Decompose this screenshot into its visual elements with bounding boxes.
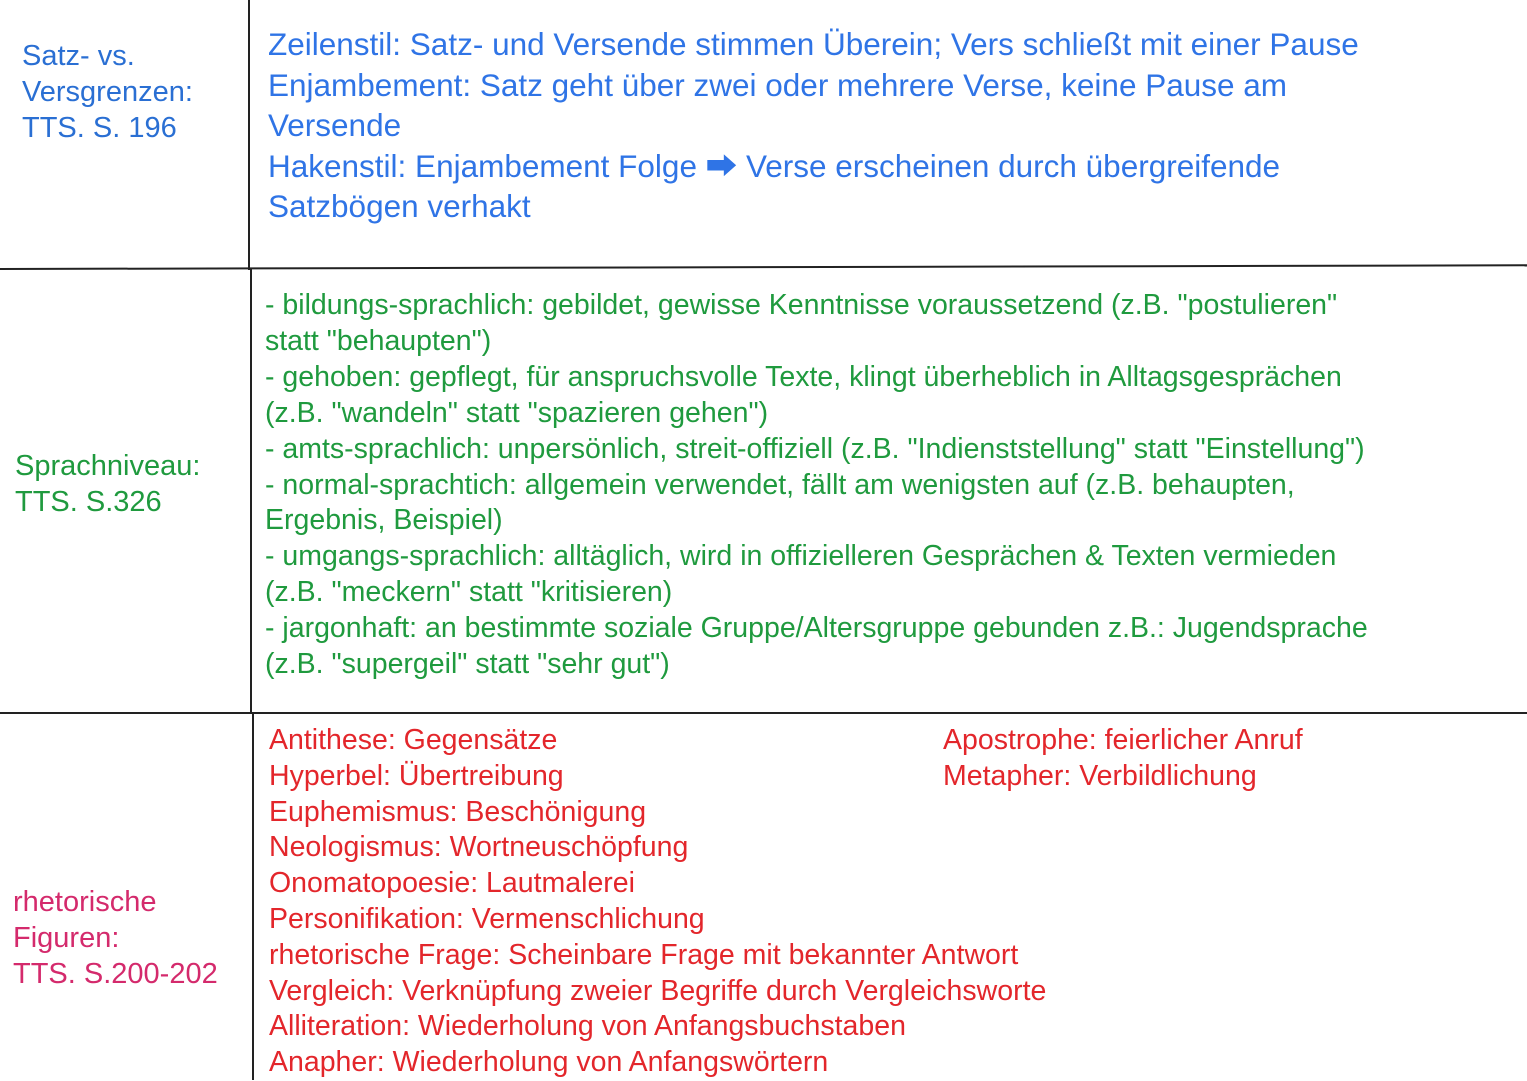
row-content-rhetorische-figuren-right xyxy=(943,723,1303,795)
content-line: Neologismus: Wortneuschöpfung xyxy=(269,831,689,864)
content-line: Alliteration: Wiederholung von Anfangsbuchstaben xyxy=(269,1010,906,1043)
content-line: Euphemismus: Beschönigung xyxy=(269,795,647,828)
row-label-rhetorische-figuren: rhetorische Figuren: TTS. S.200-202 xyxy=(13,886,218,990)
content-line: - amts-sprachlich: unpersönlich, streit-offiziell (z.B. "Indienststellung" statt "Einstellung") xyxy=(265,432,1365,465)
content-line: Personifikation: Vermenschlichung xyxy=(269,902,705,935)
content-line: Metapher: Verbildlichung xyxy=(943,759,1257,792)
content-line: Hakenstil: Enjambement Folge ⮕ Verse erscheinen durch übergreifende xyxy=(268,147,1281,184)
content-line: - umgangs-sprachlich: alltäglich, wird in offizielleren Gesprächen & Texten vermieden xyxy=(265,540,1337,573)
content-line: Versende xyxy=(268,107,402,143)
row-label-versgrenzen: Satz- vs. Versgrenzen: TTS. S. 196 xyxy=(22,40,193,144)
content-line: - normal-sprachtich: allgemein verwendet, fällt am wenigsten auf (z.B. behaupten, xyxy=(265,468,1295,501)
column-divider-row-1 xyxy=(248,0,250,270)
content-line: (z.B. "meckern" statt "kritisieren) xyxy=(265,576,673,609)
content-line: Antithese: Gegensätze xyxy=(269,724,558,756)
content-line: rhetorische Frage: Scheinbare Frage mit bekannter Antwort xyxy=(269,938,1019,971)
content-line: (z.B. "wandeln" statt "spazieren gehen") xyxy=(265,396,769,429)
content-line: - jargonhaft: an bestimmte soziale Gruppe/Altersgruppe gebunden z.B.: Jugendsprache xyxy=(265,612,1368,645)
row-divider-1 xyxy=(0,264,1527,270)
column-divider-row-3 xyxy=(252,712,254,1080)
content-line: Vergleich: Verknüpfung zweier Begriffe durch Vergleichsworte xyxy=(269,974,1047,1007)
content-line: Satzbögen verhakt xyxy=(268,188,531,224)
content-line: statt "behaupten") xyxy=(265,324,492,357)
content-line: Ergebnis, Beispiel) xyxy=(265,504,503,537)
content-line: Hyperbel: Übertreibung xyxy=(269,759,564,792)
row-content-sprachniveau xyxy=(265,288,1368,683)
column-divider-row-2 xyxy=(250,268,252,714)
content-line: Apostrophe: feierlicher Anruf xyxy=(943,724,1303,756)
content-line: Anapher: Wiederholung von Anfangswörtern xyxy=(269,1046,829,1079)
content-line: - bildungs-sprachlich: gebildet, gewisse Kenntnisse voraussetzend (z.B. "postulieren" xyxy=(265,289,1338,321)
row-divider-2 xyxy=(0,712,1527,714)
row-content-rhetorische-figuren xyxy=(269,723,1046,1081)
content-line: - gehoben: gepflegt, für anspruchsvolle Texte, klingt überheblich in Alltagsgesprächen xyxy=(265,360,1342,393)
row-content-versgrenzen xyxy=(268,24,1359,227)
content-line: (z.B. "supergeil" statt "sehr gut") xyxy=(265,648,670,681)
content-line: Onomatopoesie: Lautmalerei xyxy=(269,867,635,900)
content-line: Enjambement: Satz geht über zwei oder mehrere Verse, keine Pause am xyxy=(268,66,1288,103)
row-label-sprachniveau: Sprachniveau: TTS. S.326 xyxy=(15,450,201,518)
content-line: Zeilenstil: Satz- und Versende stimmen Überein; Vers schließt mit einer Pause xyxy=(268,26,1359,62)
